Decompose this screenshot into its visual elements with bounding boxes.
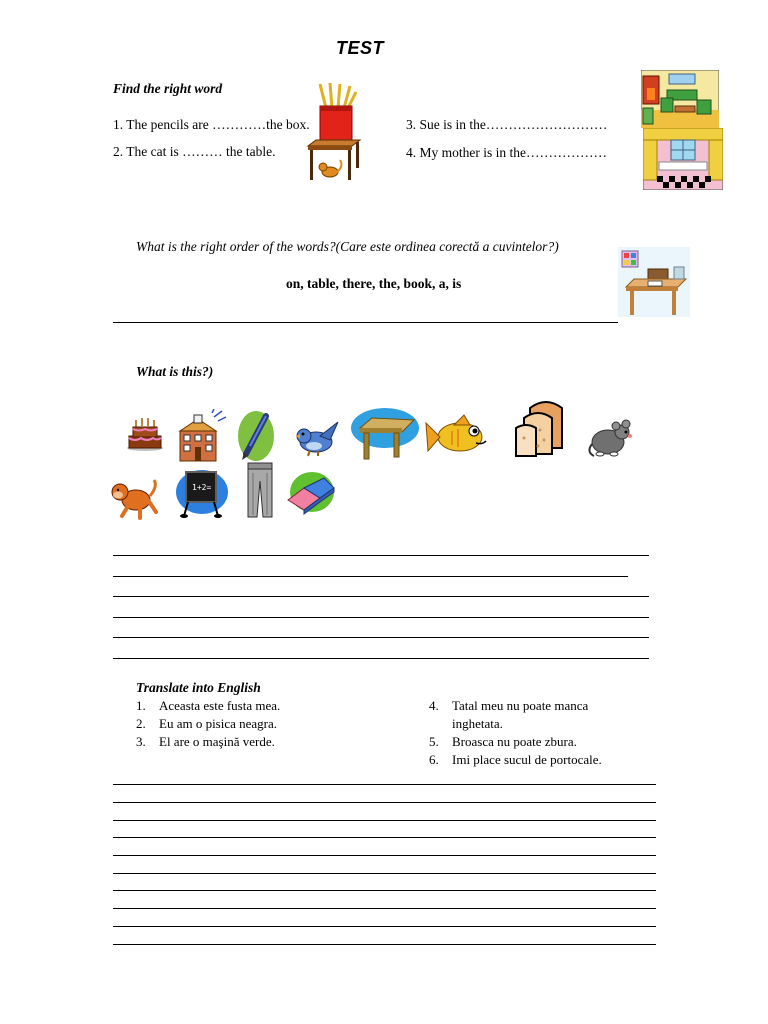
answer-line[interactable] <box>113 890 656 891</box>
translate-list-right <box>429 697 639 769</box>
section-heading-translate: Translate into English <box>136 680 261 695</box>
living-room-icon <box>641 70 719 128</box>
eraser-icon <box>284 470 336 518</box>
exercise-item-2: 2. The cat is ……… the table. <box>113 144 276 159</box>
school-building-icon <box>176 409 228 463</box>
blackboard-icon <box>174 464 230 520</box>
answer-line[interactable] <box>113 596 649 597</box>
section-heading-find-word: Find the right word <box>113 81 223 96</box>
answer-line[interactable] <box>113 322 618 323</box>
mouse-icon <box>586 418 636 460</box>
monkey-icon <box>110 478 160 520</box>
answer-line[interactable] <box>113 658 649 659</box>
scrambled-words: on, table, there, the, book, a, is <box>286 276 462 291</box>
kitchen-icon <box>643 128 723 190</box>
answer-line[interactable] <box>113 784 656 785</box>
desk-with-book-icon <box>618 247 690 317</box>
pencil-cup-icon <box>312 82 360 142</box>
answer-line[interactable] <box>113 555 649 556</box>
answer-line[interactable] <box>113 855 656 856</box>
pen-icon <box>236 410 276 462</box>
birthday-cake-icon <box>126 416 164 452</box>
trousers-icon <box>244 461 276 519</box>
list-item: 1. Aceasta este fusta mea. <box>136 698 281 713</box>
list-item: 3. El are o maşină verde. <box>136 734 275 749</box>
answer-line[interactable] <box>113 926 656 927</box>
answer-line[interactable] <box>113 637 649 638</box>
translate-list-left <box>136 697 336 751</box>
exercise-item-3: 3. Sue is in the……………………… <box>406 117 608 132</box>
bread-icon <box>510 396 574 460</box>
question-word-order: What is the right order of the words?(Care este ordinea corectă a cuvintelor?) <box>136 239 559 254</box>
svg-text:1+2=: 1+2= <box>192 483 212 492</box>
bird-icon <box>292 416 344 458</box>
page-title: TEST <box>336 38 385 58</box>
list-item: 2. Eu am o pisica neagra. <box>136 716 278 731</box>
answer-line[interactable] <box>113 944 656 945</box>
answer-line[interactable] <box>113 908 656 909</box>
answer-line[interactable] <box>113 617 649 618</box>
answer-line[interactable] <box>113 837 656 838</box>
answer-line[interactable] <box>113 576 628 577</box>
answer-line[interactable] <box>113 820 656 821</box>
answer-line[interactable] <box>113 873 656 874</box>
section-heading-what-is-this: What is this?) <box>136 364 214 379</box>
list-item: 5. Broasca nu poate zbura. <box>429 734 577 749</box>
answer-line[interactable] <box>113 802 656 803</box>
cat-under-table-icon <box>304 138 362 182</box>
school-desk-icon <box>350 406 420 462</box>
list-item: 6. Imi place sucul de portocale. <box>429 752 602 767</box>
fish-icon <box>424 413 490 461</box>
exercise-item-1: 1. The pencils are …………the box. <box>113 117 310 132</box>
exercise-item-4: 4. My mother is in the……………… <box>406 145 607 160</box>
list-item: 4. Tatal meu nu poate manca inghetata. <box>429 698 589 731</box>
